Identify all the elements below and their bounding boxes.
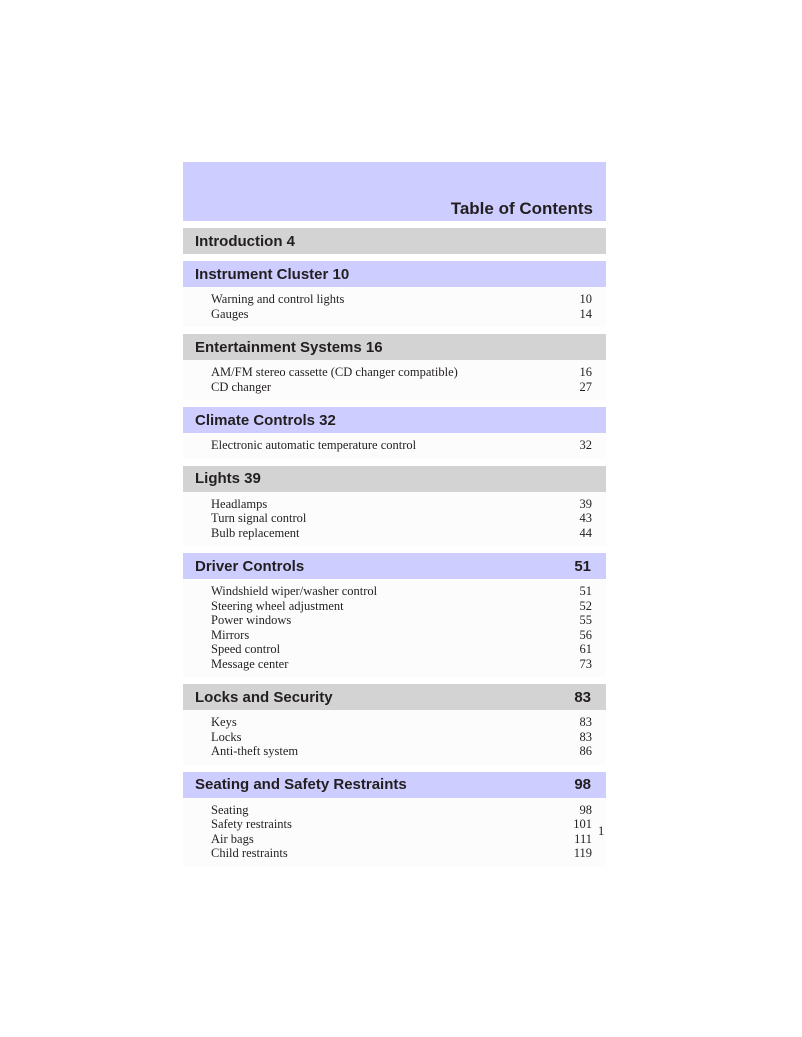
section-items xyxy=(183,287,606,327)
entry-label: Seating xyxy=(211,802,249,817)
entry-label: Windshield wiper/washer control xyxy=(211,584,378,598)
section-title: Driver Controls xyxy=(195,557,305,575)
entry-page: 73 xyxy=(579,656,592,671)
toc-entry[interactable] xyxy=(211,628,592,643)
entry-label: Locks xyxy=(211,729,242,744)
entry-label: Power windows xyxy=(211,613,292,627)
section-gap xyxy=(183,400,606,407)
toc-entry[interactable] xyxy=(211,292,592,307)
entry-page: 44 xyxy=(579,525,592,540)
section-items xyxy=(183,710,606,765)
sections-container xyxy=(183,221,606,867)
entry-page: 39 xyxy=(579,496,592,511)
section-heading[interactable] xyxy=(183,334,606,360)
section-page: 51 xyxy=(574,557,591,575)
toc-entry[interactable] xyxy=(211,599,592,614)
entry-page: 10 xyxy=(579,292,592,306)
section-gap xyxy=(183,677,606,684)
section-gap xyxy=(183,546,606,553)
section-items xyxy=(183,492,606,547)
toc-entry[interactable] xyxy=(211,803,592,818)
section-gap xyxy=(183,327,606,334)
section-gap xyxy=(183,254,606,261)
entry-label: Headlamps xyxy=(211,496,268,511)
section-title: Instrument Cluster 10 xyxy=(195,265,350,283)
section-items xyxy=(183,433,606,459)
entry-label: Keys xyxy=(211,715,237,729)
toc-entry[interactable] xyxy=(211,511,592,526)
section-heading[interactable] xyxy=(183,553,606,579)
entry-label: Warning and control lights xyxy=(211,292,345,306)
toc-entry[interactable] xyxy=(211,715,592,730)
section-heading[interactable] xyxy=(183,261,606,287)
toc-entry[interactable] xyxy=(211,832,592,847)
entry-page: 119 xyxy=(573,846,592,860)
section-heading[interactable] xyxy=(183,684,606,710)
page-number: 1 xyxy=(598,824,605,838)
section-gap xyxy=(183,459,606,466)
entry-label: Safety restraints xyxy=(211,817,292,831)
toc-entry[interactable] xyxy=(211,438,592,453)
entry-page: 43 xyxy=(579,511,592,525)
toc-entry[interactable] xyxy=(211,380,592,395)
toc-entry[interactable] xyxy=(211,584,592,599)
toc-entry[interactable] xyxy=(211,526,592,541)
section-title: Lights 39 xyxy=(195,470,261,487)
entry-page: 86 xyxy=(579,744,592,758)
toc-entry[interactable] xyxy=(211,657,592,672)
section-heading[interactable] xyxy=(183,228,606,254)
entry-page: 32 xyxy=(579,438,592,452)
entry-label: Electronic automatic temperature control xyxy=(211,438,417,452)
section-items xyxy=(183,798,606,867)
entry-label: AM/FM stereo cassette (CD changer compatible) xyxy=(211,365,458,379)
section-heading[interactable] xyxy=(183,772,606,798)
section-heading[interactable] xyxy=(183,466,606,492)
entry-page: 16 xyxy=(579,365,592,379)
entry-label: Child restraints xyxy=(211,846,288,860)
toc-entry[interactable] xyxy=(211,497,592,512)
entry-page: 83 xyxy=(579,729,592,744)
entry-label: Turn signal control xyxy=(211,511,307,525)
toc-entry[interactable] xyxy=(211,817,592,832)
entry-page: 27 xyxy=(579,379,592,394)
toc-entry[interactable] xyxy=(211,307,592,322)
entry-page: 83 xyxy=(579,715,592,729)
toc-entry[interactable] xyxy=(211,744,592,759)
entry-page: 111 xyxy=(574,831,592,846)
entry-label: Bulb replacement xyxy=(211,525,300,540)
title-bar xyxy=(183,162,606,221)
toc-entry[interactable] xyxy=(211,365,592,380)
section-gap xyxy=(183,221,606,228)
table-of-contents xyxy=(183,162,606,867)
toc-entry[interactable] xyxy=(211,846,592,861)
entry-page: 14 xyxy=(579,306,592,321)
section-title: Entertainment Systems 16 xyxy=(195,338,383,356)
entry-page: 56 xyxy=(579,627,592,642)
section-title: Seating and Safety Restraints xyxy=(195,776,407,793)
page-title: Table of Contents xyxy=(450,199,593,218)
entry-page: 61 xyxy=(579,642,592,656)
entry-label: Speed control xyxy=(211,642,281,656)
entry-label: CD changer xyxy=(211,379,272,394)
entry-label: Message center xyxy=(211,656,289,671)
section-page: 83 xyxy=(574,688,591,706)
section-gap xyxy=(183,765,606,772)
entry-page: 55 xyxy=(579,613,592,627)
section-items xyxy=(183,579,606,677)
entry-label: Air bags xyxy=(211,831,254,846)
section-items xyxy=(183,360,606,400)
entry-label: Mirrors xyxy=(211,627,250,642)
section-heading[interactable] xyxy=(183,407,606,433)
entry-label: Steering wheel adjustment xyxy=(211,598,344,613)
toc-entry[interactable] xyxy=(211,613,592,628)
entry-page: 52 xyxy=(579,598,592,613)
section-title: Introduction 4 xyxy=(195,232,295,250)
entry-page: 101 xyxy=(573,817,592,831)
section-title: Locks and Security xyxy=(195,688,333,706)
entry-label: Gauges xyxy=(211,306,249,321)
toc-entry[interactable] xyxy=(211,642,592,657)
entry-label: Anti-theft system xyxy=(211,744,299,758)
entry-page: 51 xyxy=(579,584,592,598)
toc-entry[interactable] xyxy=(211,730,592,745)
section-page: 98 xyxy=(574,776,591,793)
entry-page: 98 xyxy=(579,802,592,817)
section-title: Climate Controls 32 xyxy=(195,411,336,429)
